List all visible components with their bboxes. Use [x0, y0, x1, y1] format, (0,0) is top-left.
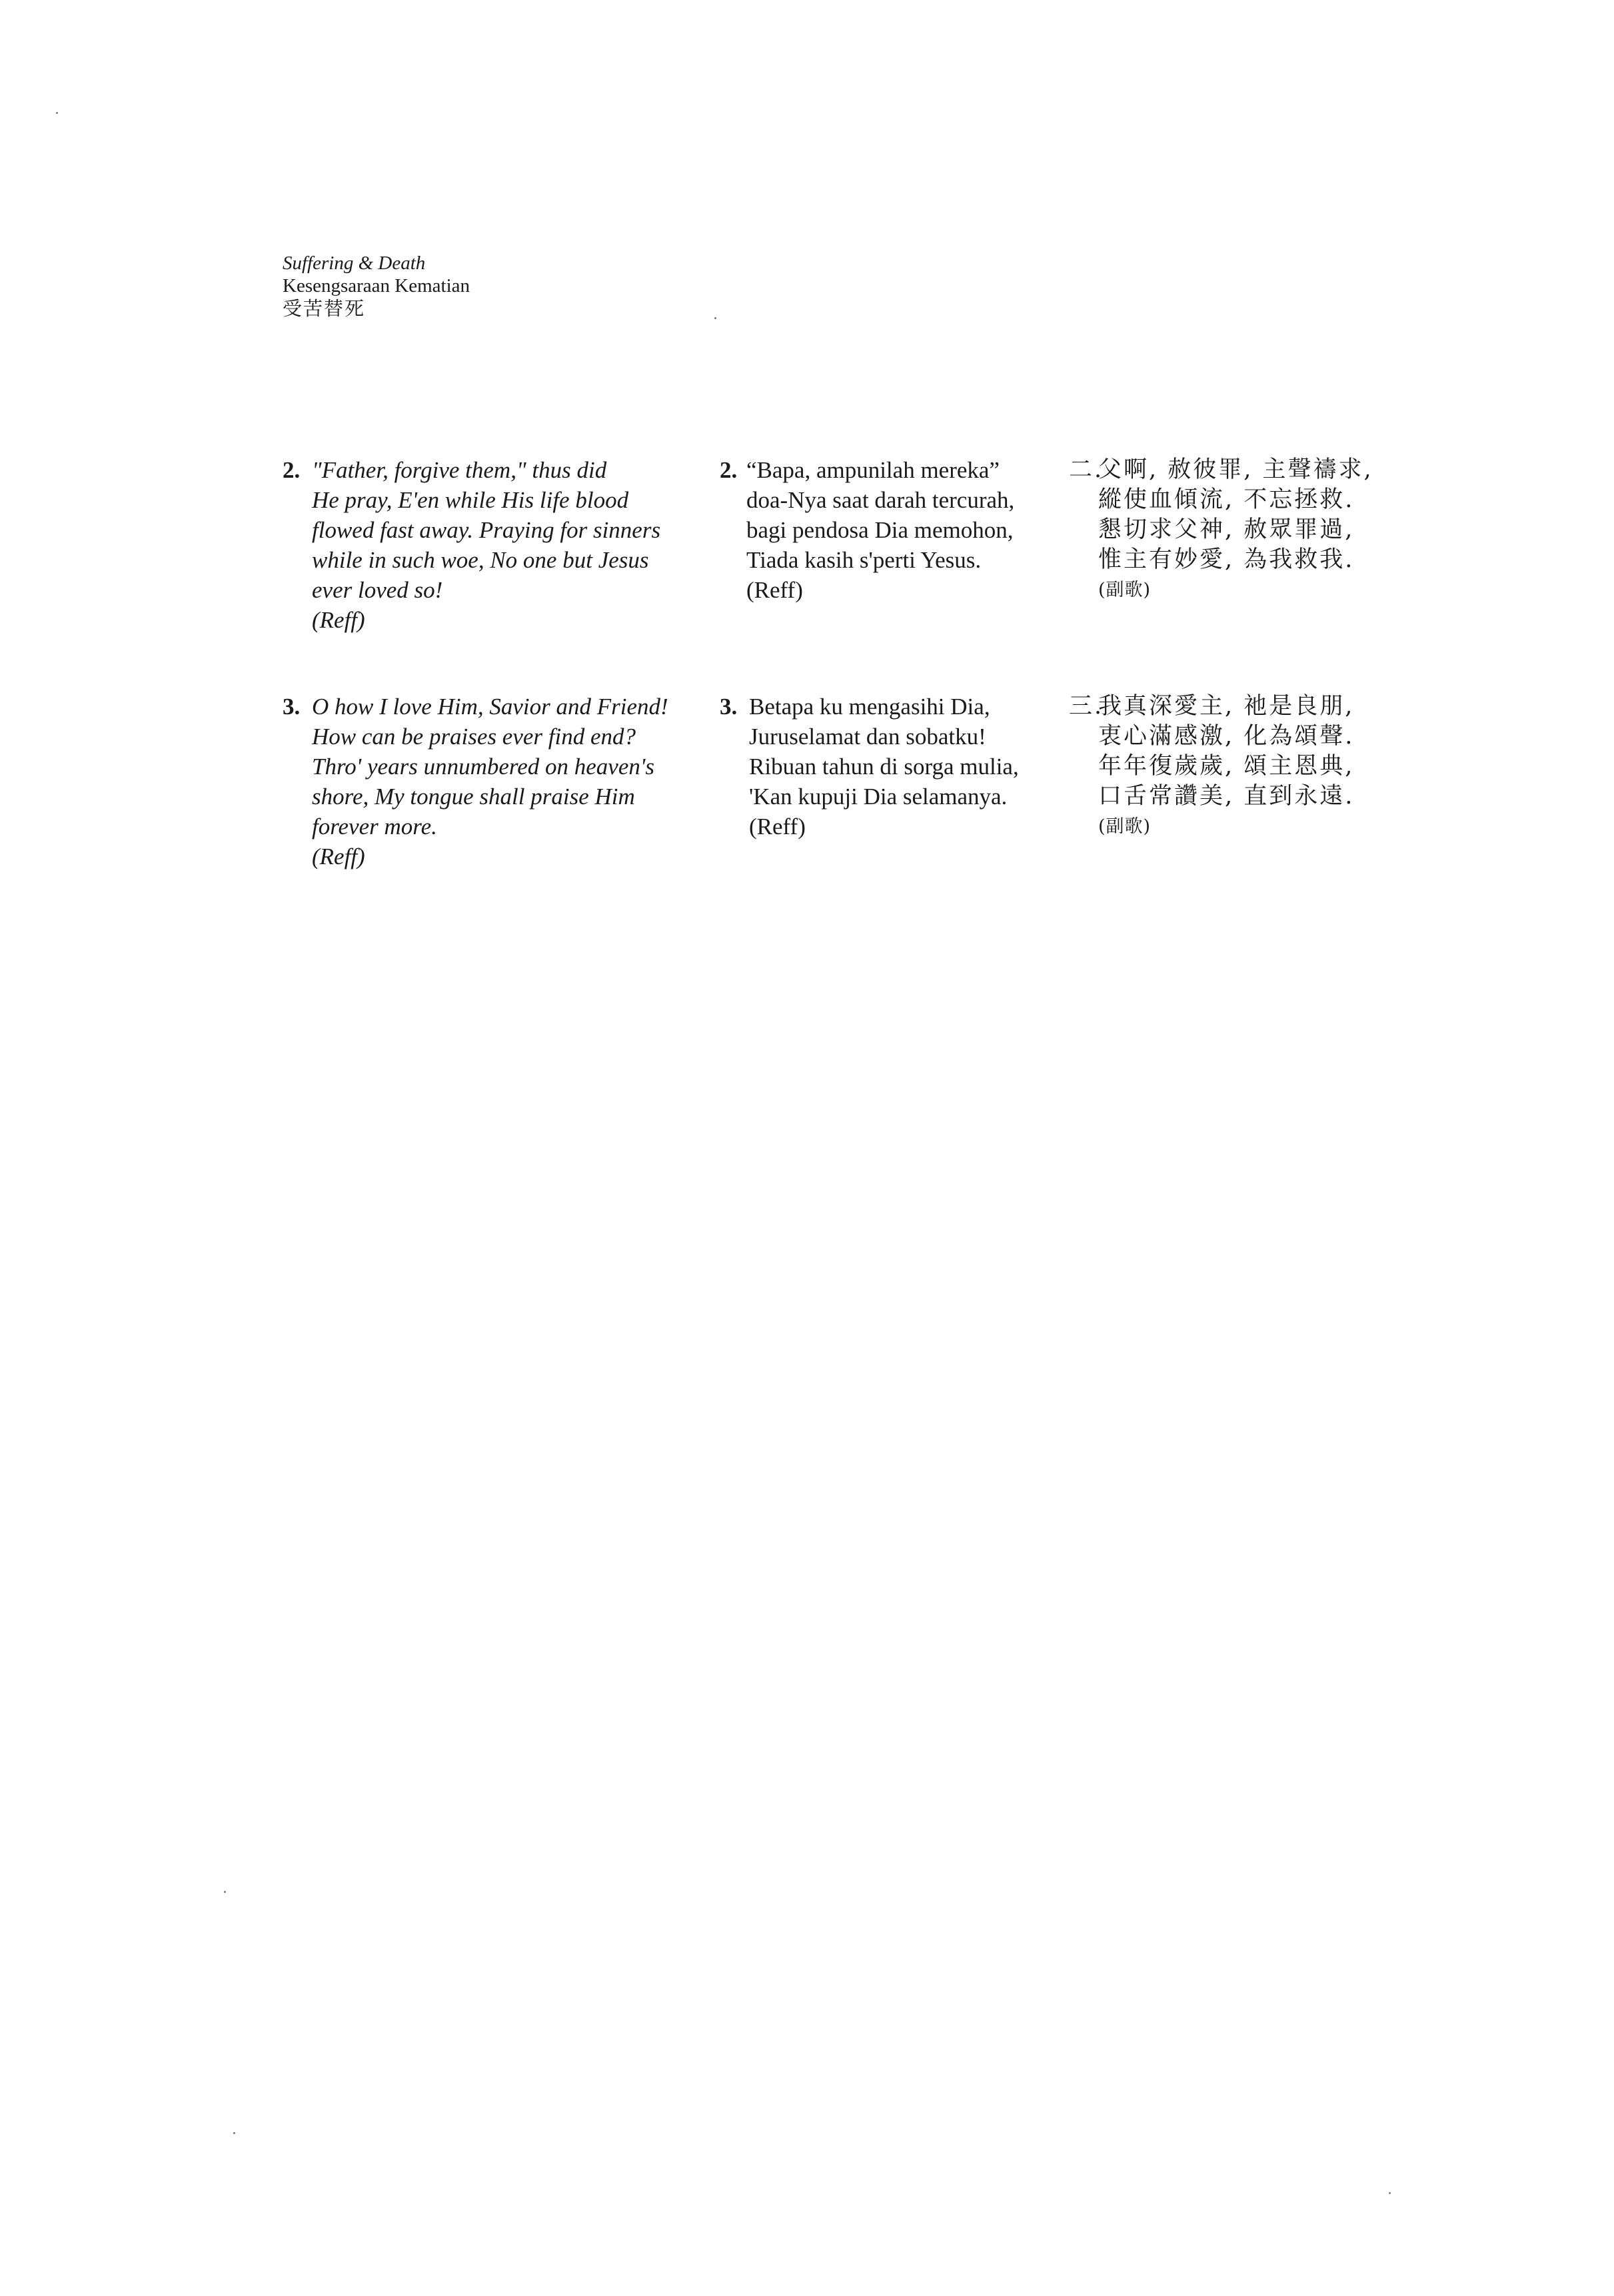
scan-speck — [233, 2132, 235, 2134]
lyric-line: forever more. — [312, 814, 437, 840]
verse-number: 二. — [1069, 456, 1104, 483]
lyric-line: 'Kan kupuji Dia selamanya. — [749, 784, 1008, 810]
reff-label: (Reff) — [312, 844, 365, 869]
verse-number: 3. — [720, 694, 738, 720]
lyric-line: doa-Nya saat darah tercurah, — [746, 487, 1015, 513]
lyric-line: ever loved so! — [312, 577, 443, 603]
header-category-chinese: 受苦替死 — [283, 297, 366, 320]
verse-3-english — [283, 692, 668, 871]
lyric-line: Thro' years unnumbered on heaven's — [312, 754, 654, 780]
verse-2-english — [283, 455, 660, 635]
reff-label: (Reff) — [312, 607, 365, 633]
verse-2-indonesian — [720, 455, 1014, 605]
page-header — [283, 252, 470, 320]
lyric-line: bagi pendosa Dia memohon, — [746, 517, 1014, 543]
reff-label: (Reff) — [749, 814, 806, 840]
verse-2-chinese — [1069, 455, 1373, 605]
scan-speck — [1389, 2192, 1391, 2194]
reff-label: (副歌) — [1098, 580, 1152, 600]
lyric-line: 衷心滿感激, 化為頌聲. — [1098, 723, 1355, 750]
lyric-line: while in such woe, No one but Jesus — [312, 547, 649, 573]
reff-label: (副歌) — [1098, 816, 1152, 837]
lyric-line: 年年復歲歲, 頌主恩典, — [1098, 753, 1355, 780]
header-category-english: Suffering & Death — [283, 253, 426, 274]
lyric-line: 口舌常讚美, 直到永遠. — [1098, 783, 1355, 810]
verse-3-indonesian — [720, 692, 1019, 842]
lyric-line: 縱使血傾流, 不忘拯救. — [1098, 486, 1355, 513]
verse-3-chinese — [1069, 692, 1354, 842]
lyric-line: "Father, forgive them," thus did — [312, 457, 607, 483]
lyric-line: shore, My tongue shall praise Him — [312, 784, 635, 810]
lyric-line: Betapa ku mengasihi Dia, — [749, 694, 990, 720]
verse-number: 3. — [283, 694, 301, 720]
verse-number: 2. — [720, 457, 738, 483]
lyric-line: 我真深愛主, 祂是良朋, — [1098, 693, 1355, 720]
scan-speck — [224, 1891, 226, 1893]
reff-label: (Reff) — [746, 577, 803, 603]
scan-speck — [714, 317, 716, 319]
lyric-line: O how I love Him, Savior and Friend! — [312, 694, 668, 720]
lyric-line: Juruselamat dan sobatku! — [749, 724, 986, 750]
lyric-line: “Bapa, ampunilah mereka” — [746, 457, 1000, 483]
verse-number: 三. — [1069, 693, 1104, 720]
header-category-indonesian: Kesengsaraan Kematian — [283, 275, 470, 296]
verse-number: 2. — [283, 457, 301, 483]
lyric-line: 懇切求父神, 赦眾罪過, — [1098, 516, 1355, 543]
lyric-line: 惟主有妙愛, 為我救我. — [1098, 546, 1355, 573]
lyric-line: 父啊, 赦彼罪, 主聲禱求, — [1098, 456, 1373, 483]
lyric-line: Ribuan tahun di sorga mulia, — [749, 754, 1019, 780]
lyric-line: flowed fast away. Praying for sinners — [312, 517, 661, 543]
lyric-line: Tiada kasih s'perti Yesus. — [746, 547, 982, 573]
lyric-line: How can be praises ever find end? — [312, 724, 636, 750]
lyric-line: He pray, E'en while His life blood — [312, 487, 629, 513]
scan-speck — [56, 112, 58, 114]
